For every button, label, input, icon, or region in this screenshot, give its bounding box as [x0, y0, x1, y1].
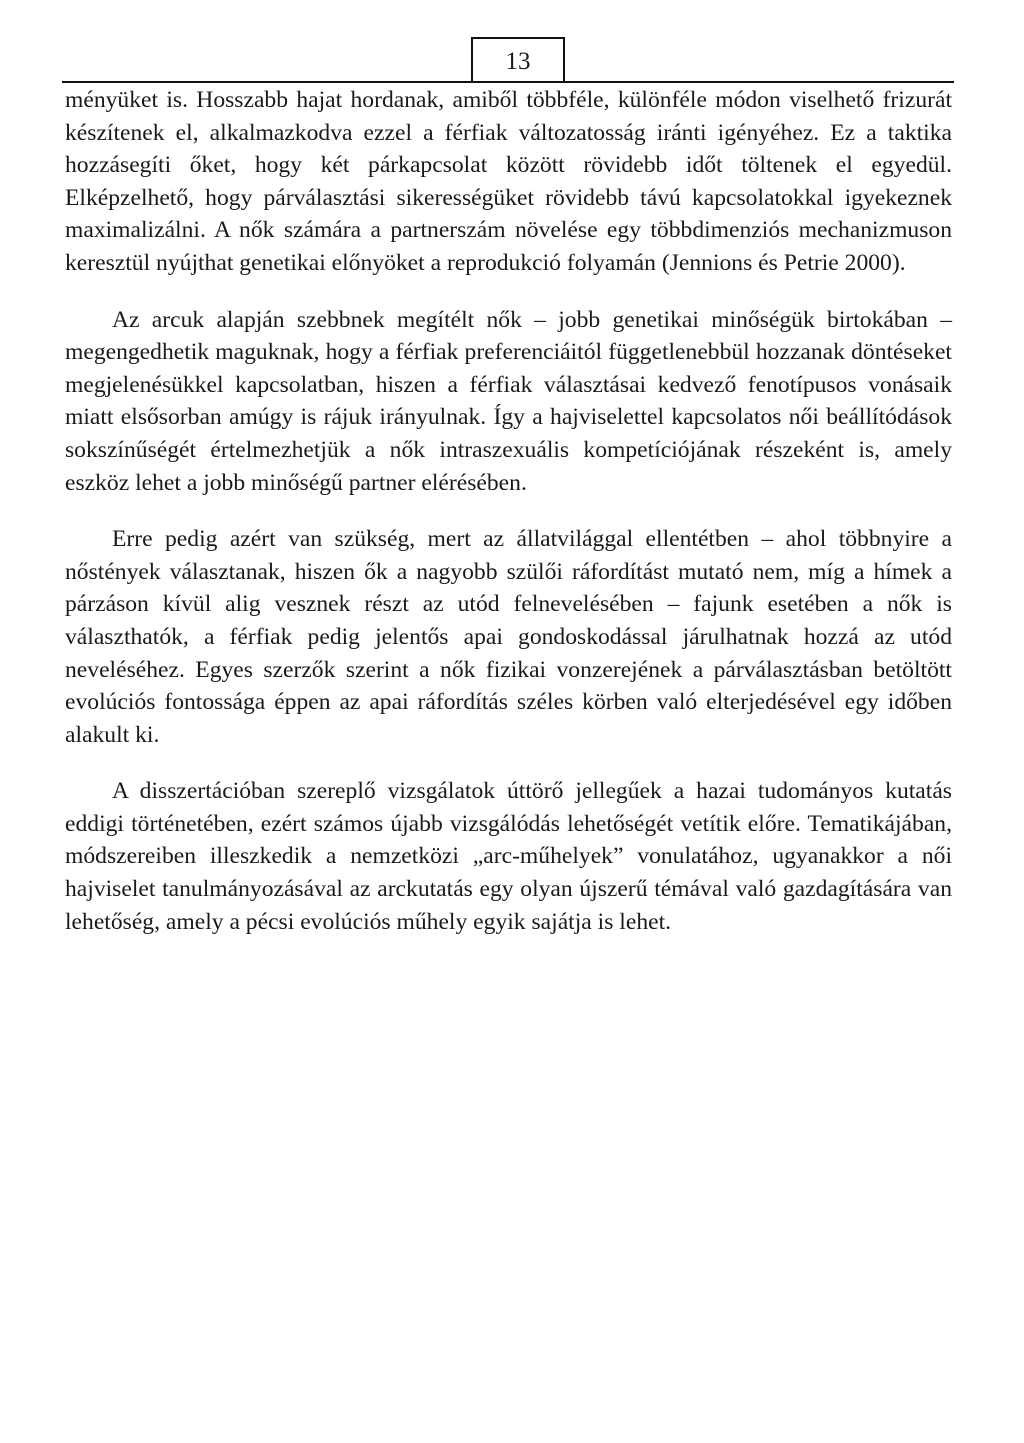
page-number-box [471, 37, 565, 81]
page-number: 13 [505, 48, 531, 75]
body-text [65, 84, 952, 962]
paragraph: A disszertációban szereplő vizsgálatok úttörő jellegűek a hazai tudományos kutatás eddigi történetében, ezért számos újabb vizsgálódás lehetőségét vetítik előre. Tematikájában, módszereiben illeszkedik a nemzetközi „arc-műhelyek” vonulatához, ugyanakkor a női hajviselet tanulmányozásával az arckutatás egy olyan újszerű témával való gazdagítására van lehetőség, amely a pécsi evolúciós műhely egyik sajátja is lehet. [65, 778, 952, 935]
paragraph: Az arcuk alapján szebbnek megítélt nők – jobb genetikai minőségük birtokában – megengedhetik maguknak, hogy a férfiak preferenciáitól függetlenebbül hozzanak döntéseket megjelenésükkel kapcsolatban, hiszen a férfiak választásai kedvező fenotípusos vonásaik miatt elsősorban amúgy is rájuk irányulnak. Így a hajviselettel kapcsolatos női beállítódások sokszínűségét értelmezhetjük a nők intraszexuális kompetíciójának részeként is, amely eszköz lehet a jobb minőségű partner elérésében. [65, 306, 952, 496]
paragraph: Erre pedig azért van szükség, mert az állatvilággal ellentétben – ahol többnyire a nőstények választanak, hiszen ők a nagyobb szülői ráfordítást mutató nem, míg a hímek a párzáson kívül alig vesznek részt az utód felnevelésében – fajunk esetében a nők is választhatók, a férfiak pedig jelentős apai gondoskodással járulhatnak hozzá az utód neveléséhez. Egyes szerzők szerint a nők fizikai vonzerejének a párválasztásban betöltött evolúciós fontossága éppen az apai ráfordítás széles körben való elterjedésével egy időben alakult ki. [65, 526, 952, 748]
paragraph-continuation: ményüket is. Hosszabb hajat hordanak, amiből többféle, különféle módon viselhető frizurát készítenek el, alkalmazkodva ezzel a férfiak változatosság iránti igényéhez. Ez a taktika hozzásegíti őket, hogy két párkapcsolat között rövidebb időt töltenek el egyedül. Elképzelhető, hogy párválasztási sikerességüket rövidebb távú kapcsolatokkal igyekeznek maximalizálni. A nők számára a partnerszám növelése egy többdimenziós mechanizmuson keresztül nyújthat genetikai előnyöket a reprodukció folyamán (Jennions és Petrie 2000). [65, 87, 952, 276]
header-rule [62, 81, 954, 83]
